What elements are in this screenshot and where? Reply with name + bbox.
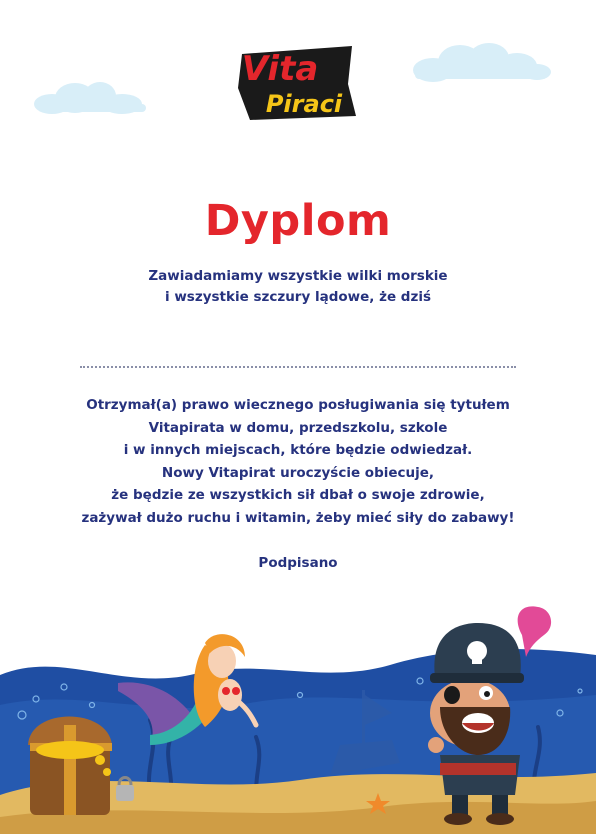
intro-line: Zawiadamiamy wszystkie wilki morskie bbox=[148, 268, 448, 284]
body-text bbox=[0, 394, 596, 529]
intro-text bbox=[0, 266, 596, 308]
signed-label: Podpisano bbox=[258, 555, 338, 571]
cloud-right-icon bbox=[405, 42, 555, 86]
body-line: Nowy Vitapirat uroczyście obiecuje, bbox=[161, 464, 435, 481]
vita-piraci-logo bbox=[236, 40, 358, 122]
intro-line: i wszystkie szczury lądowe, że dziś bbox=[165, 289, 431, 305]
body-line: Vitapirata w domu, przedszkolu, szkole bbox=[148, 419, 448, 436]
body-line: i w innych miejscach, które będzie odwiedzał. bbox=[123, 442, 473, 458]
body-line: Otrzymał(a) prawo wiecznego posługiwania się tytułem bbox=[86, 397, 510, 413]
name-dotted-line bbox=[80, 366, 516, 368]
diploma-title: Dyplom bbox=[204, 196, 392, 246]
cloud-left-icon bbox=[30, 78, 150, 118]
underwater-scene bbox=[0, 595, 596, 834]
logo-line1: Vita bbox=[241, 49, 319, 89]
body-line: zażywał dużo ruchu i witamin, żeby mieć siły do zabawy! bbox=[81, 509, 515, 526]
body-line: że będzie ze wszystkich sił dbał o swoje zdrowie, bbox=[111, 487, 485, 503]
logo-line2: Piraci bbox=[265, 90, 343, 118]
